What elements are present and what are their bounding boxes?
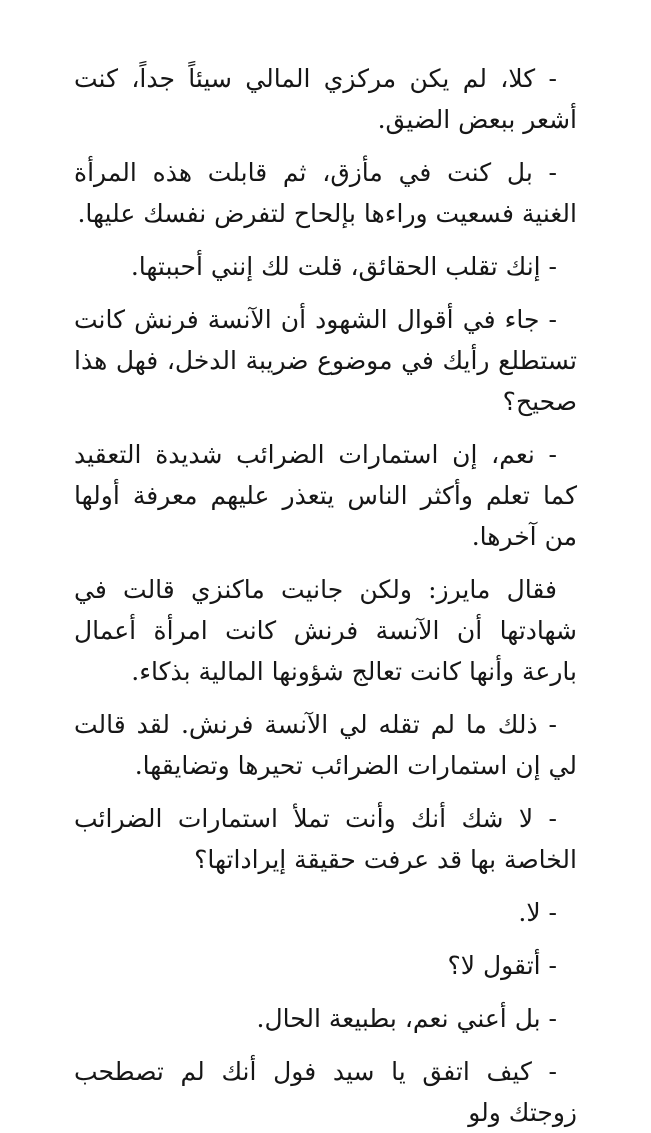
dialogue-paragraph: - كيف اتفق يا سيد فول أنك لم تصطحب زوجتك ولو [74, 1057, 577, 1127]
dialogue-paragraph: - إنك تقلب الحقائق، قلت لك إنني أحببتها. [130, 252, 557, 281]
dialogue-paragraph: - أتقول لا؟ [447, 951, 557, 980]
narration-paragraph: فقال مايرز: ولكن جانيت ماكنزي قالت في شهادتها أن الآنسة فرنش كانت امرأة أعمال بارعة وأنها كانت تعالج شؤونها المالية بذكاء. [74, 575, 577, 686]
dialogue-paragraph: - بل أعني نعم، بطبيعة الحال. [256, 1004, 557, 1033]
dialogue-paragraph: - جاء في أقوال الشهود أن الآنسة فرنش كانت تستطلع رأيك في موضوع ضريبة الدخل، فهل هذا صحيح؟ [74, 305, 577, 416]
dialogue-paragraph: - ذلك ما لم تقله لي الآنسة فرنش. لقد قالت لي إن استمارات الضرائب تحيرها وتضايقها. [74, 710, 577, 780]
dialogue-paragraph: - لا. [518, 898, 557, 927]
dialogue-paragraph: - نعم، إن استمارات الضرائب شديدة التعقيد كما تعلم وأكثر الناس يتعذر عليهم معرفة أولها من آخرها. [74, 440, 577, 551]
dialogue-paragraph: - لا شك أنك وأنت تملأ استمارات الضرائب الخاصة بها قد عرفت حقيقة إيراداتها؟ [74, 804, 577, 874]
dialogue-paragraph: - بل كنت في مأزق، ثم قابلت هذه المرأة الغنية فسعيت وراءها بإلحاح لتفرض نفسك عليها. [74, 158, 577, 228]
page-body-text [74, 58, 577, 1133]
dialogue-paragraph: - كلا، لم يكن مركزي المالي سيئاً جداً، كنت أشعر ببعض الضيق. [74, 64, 577, 134]
